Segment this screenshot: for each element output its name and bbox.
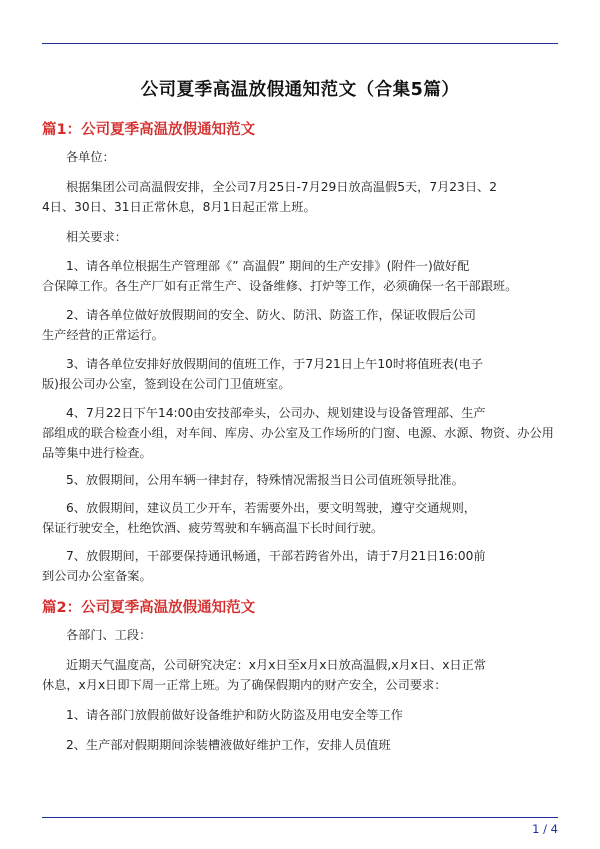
requirement-line: 3、请各单位安排好放假期间的值班工作，于7月21日上午10时将值班表(电子 (66, 357, 483, 371)
salutation-text: 各部门、工段： (66, 628, 152, 642)
section-2-intro (42, 655, 562, 695)
requirement-line: 1、请各部门放假前做好设备维护和防火防盗及用电安全等工作 (66, 708, 403, 722)
requirement-line: 1、请各单位根据生产管理部《” 高温假” 期间的生产安排》(附件一)做好配 (66, 259, 470, 273)
requirement-item-4 (42, 403, 562, 463)
intro-line: 4日、30日、31日正常休息，8月1日起正常上班。 (42, 200, 316, 214)
header-rule (42, 43, 558, 44)
requirement-item-7 (42, 546, 562, 586)
requirement-line: 6、放假期间，建议员工少开车，若需要外出，要文明驾驶，遵守交通规则， (66, 501, 476, 515)
section-1-salutation (42, 147, 562, 167)
section-2-salutation (42, 625, 562, 645)
requirements-label (42, 227, 562, 247)
salutation-text: 各单位： (66, 150, 115, 164)
section-2-item-1 (42, 705, 562, 725)
page-number: 1 / 4 (532, 822, 558, 836)
requirement-line: 5、放假期间，公用车辆一律封存，特殊情况需报当日公司值班领导批准。 (66, 473, 464, 487)
requirement-item-6 (42, 498, 562, 538)
requirement-line: 2、生产部对假期期间涂装槽液做好维护工作，安排人员值班 (66, 738, 391, 752)
requirement-line: 2、请各单位做好放假期间的安全、防火、防汛、防盗工作，保证收假后公司 (66, 308, 476, 322)
section-1-heading: 篇1：公司夏季高温放假通知范文 (42, 122, 256, 138)
document-title: 公司夏季高温放假通知范文（合集5篇） (140, 80, 460, 100)
requirement-line: 部组成的联合检查小组，对车间、库房、办公室及工作场所的门窗、电源、水源、物资、办公用 (42, 426, 554, 440)
footer-rule (42, 817, 558, 818)
requirement-line: 版)报公司办公室，签到设在公司门卫值班室。 (42, 377, 291, 391)
requirement-line: 7、放假期间，干部要保持通讯畅通，干部若跨省外出，请于7月21日16:00前 (66, 549, 486, 563)
requirement-line: 4、7月22日下午14:00由安技部牵头，公司办、规划建设与设备管理部、生产 (66, 406, 486, 420)
requirement-line: 合保障工作。各生产厂如有正常生产、设备维修、打炉等工作，必须确保一名干部跟班。 (42, 279, 518, 293)
requirement-line: 品等集中进行检查。 (42, 446, 152, 460)
intro-line: 根据集团公司高温假安排，全公司7月25日-7月29日放高温假5天，7月23日、2 (66, 180, 497, 194)
requirement-item-3 (42, 354, 562, 394)
section-2-item-2 (42, 735, 562, 755)
requirement-item-1 (42, 256, 562, 296)
requirement-item-5 (42, 470, 562, 490)
requirements-label-text: 相关要求： (66, 230, 127, 244)
requirement-line: 到公司办公室备案。 (42, 569, 152, 583)
intro-line: 近期天气温度高，公司研究决定：x月x日至x月x日放高温假,x月x日、x日正常 (66, 658, 486, 672)
requirement-item-2 (42, 305, 562, 345)
requirement-line: 保证行驶安全，杜绝饮酒、疲劳驾驶和车辆高温下长时间行驶。 (42, 521, 384, 535)
section-2-heading: 篇2：公司夏季高温放假通知范文 (42, 600, 256, 616)
intro-line: 休息，x月x日即下周一正常上班。为了确保假期内的财产安全，公司要求： (42, 678, 447, 692)
section-1-intro (42, 177, 562, 217)
requirement-line: 生产经营的正常运行。 (42, 328, 164, 342)
